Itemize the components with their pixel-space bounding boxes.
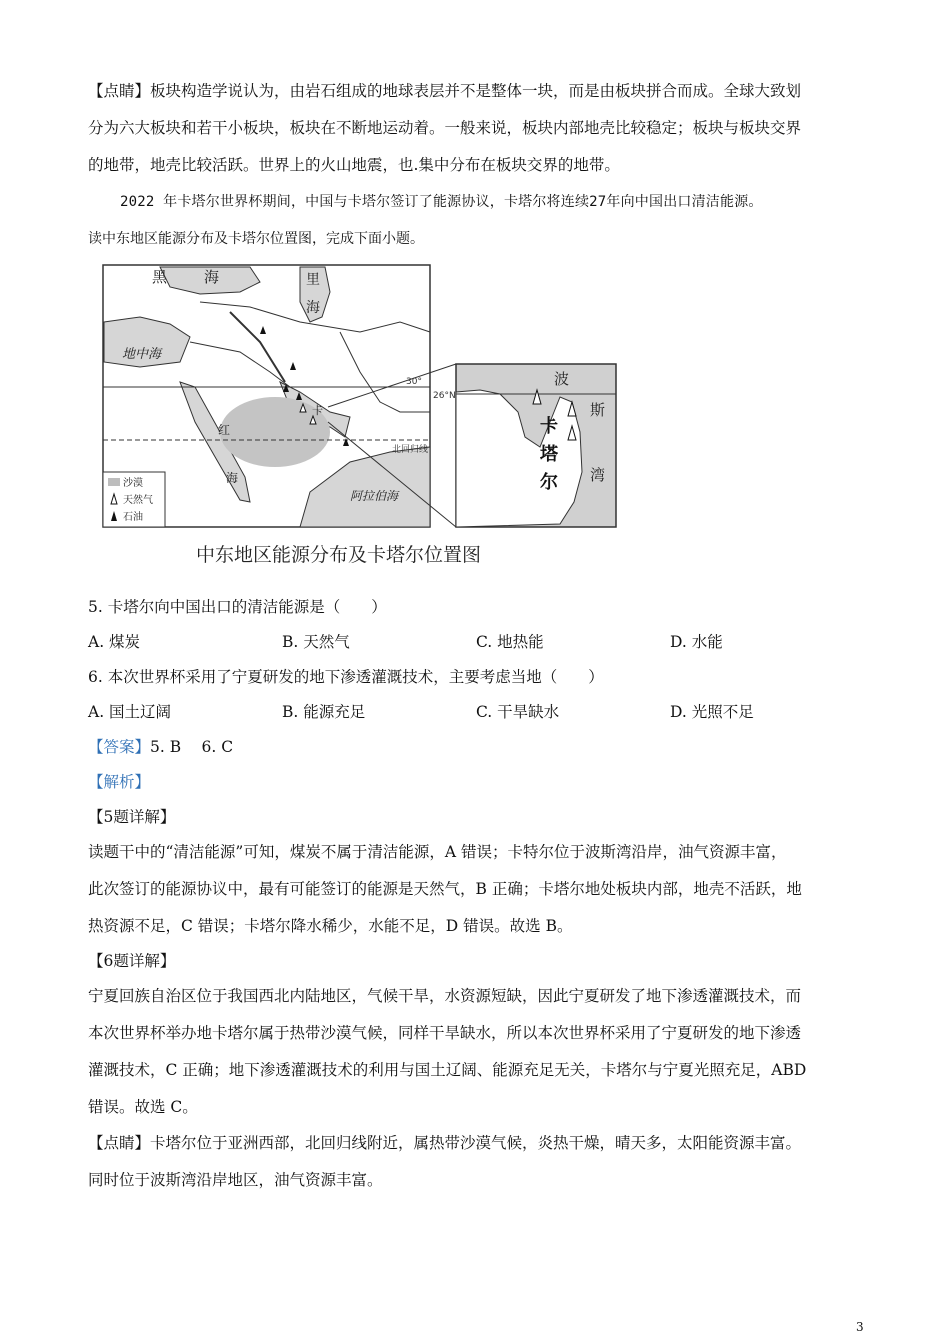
map-title: 中东地区能源分布及卡塔尔位置图 [196, 544, 482, 566]
lat-30-label: 30° [406, 377, 422, 387]
qatar-main-label: 卡 [312, 404, 323, 417]
intro-note-line-3: 的地带，地壳比较活跃。世界上的火山地震，也.集中分布在板块交界的地带。 [88, 156, 620, 174]
q6-stem: 6. 本次世界杯采用了宁夏研发的地下渗透灌溉技术，主要考虑当地（ ） [88, 668, 604, 686]
final-note-line-2: 同时位于波斯湾沿岸地区，油气资源丰富。 [88, 1171, 383, 1189]
inset-ta-label: 塔 [540, 444, 558, 465]
black-sea-label-1: 黑 [152, 268, 168, 286]
arabian-sea-label: 阿拉伯海 [350, 489, 399, 503]
black-sea-label-2: 海 [204, 268, 220, 286]
caspian-label-1: 里 [306, 272, 320, 288]
intro-note-line-2: 分为六大板块和若干小板块，板块在不断地运动着。一般来说，板块内部地壳比较稳定；板块与板块交界 [88, 119, 802, 137]
detail6-line-4: 错误。故选 C。 [88, 1098, 198, 1116]
q5-option-b: B. 天然气 [282, 633, 350, 651]
material-line-2: 读中东地区能源分布及卡塔尔位置图，完成下面小题。 [88, 231, 424, 247]
red-sea-label-1: 红 [218, 423, 231, 437]
inset-lat-label: 26°N [433, 391, 456, 401]
middle-east-map-figure [100, 262, 620, 572]
final-note-tag: 【点睛】 [88, 1134, 151, 1152]
inset-ka-label: 卡 [540, 416, 558, 437]
detail6-tag: 【6题详解】 [88, 952, 176, 970]
red-sea-label-2: 海 [226, 471, 239, 485]
inset-bo-label: 波 [554, 370, 570, 388]
legend-gas-label: 天然气 [123, 495, 153, 506]
q5-option-c: C. 地热能 [476, 633, 544, 651]
answer-text: 5. B 6. C [150, 738, 234, 756]
page-number: 3 [856, 1320, 864, 1334]
tropic-label: 北回归线 [392, 445, 429, 455]
mediterranean-label: 地中海 [122, 347, 162, 362]
legend-desert-swatch [108, 478, 120, 486]
inset-wan-label: 湾 [590, 466, 606, 484]
q5-stem: 5. 卡塔尔向中国出口的清洁能源是（ ） [88, 598, 387, 616]
answer-tag: 【答案】 [88, 738, 151, 756]
inset-si-label: 斯 [590, 401, 606, 419]
caspian-label-2: 海 [306, 300, 320, 316]
middle-east-map [100, 262, 620, 542]
detail6-line-2: 本次世界杯举办地卡塔尔属于热带沙漠气候，同样干旱缺水，所以本次世界杯采用了宁夏研发的地下渗透 [88, 1024, 802, 1042]
detail5-line-3: 热资源不足，C 错误；卡塔尔降水稀少，水能不足，D 错误。故选 B。 [88, 917, 573, 935]
legend-oil-label: 石油 [123, 512, 143, 523]
detail5-line-2: 此次签订的能源协议中，最有可能签订的能源是天然气，B 正确；卡塔尔地处板块内部，地壳不活跃，地 [88, 880, 802, 898]
q6-option-d: D. 光照不足 [670, 703, 754, 721]
q6-option-b: B. 能源充足 [282, 703, 366, 721]
intro-note-line-1 [88, 80, 868, 102]
detail5-line-1: 读题干中的“清洁能源”可知，煤炭不属于清洁能源，A 错误；卡特尔位于波斯湾沿岸，油气资源丰富， [88, 843, 787, 861]
final-note-line-1 [88, 1132, 868, 1154]
material-line-1: 2022 年卡塔尔世界杯期间，中国与卡塔尔签订了能源协议，卡塔尔将连续27年向中国出口清洁能源。 [120, 194, 763, 210]
detail5-tag: 【5题详解】 [88, 808, 176, 826]
analysis-tag: 【解析】 [88, 773, 151, 791]
inset-er-label: 尔 [540, 472, 558, 493]
detail6-line-3: 灌溉技术，C 正确；地下渗透灌溉技术的利用与国土辽阔、能源充足无关，卡塔尔与宁夏光照充足，ABD [88, 1061, 807, 1079]
q5-option-a: A. 煤炭 [88, 633, 141, 651]
q6-option-a: A. 国土辽阔 [88, 703, 172, 721]
q6-option-c: C. 干旱缺水 [476, 703, 560, 721]
final-note-text-1: 卡塔尔位于亚洲西部，北回归线附近，属热带沙漠气候，炎热干燥，晴天多，太阳能资源丰富。 [150, 1134, 802, 1152]
answer-line [88, 736, 868, 758]
intro-note-text-1: 板块构造学说认为，由岩石组成的地球表层并不是整体一块，而是由板块拼合而成。全球大致划 [150, 82, 802, 100]
q5-option-d: D. 水能 [670, 633, 723, 651]
legend-desert-label: 沙漠 [123, 478, 143, 489]
detail6-line-1: 宁夏回族自治区位于我国西北内陆地区，气候干旱，水资源短缺，因此宁夏研发了地下渗透灌溉技术，而 [88, 987, 802, 1005]
intro-note-tag: 【点睛】 [88, 82, 151, 100]
